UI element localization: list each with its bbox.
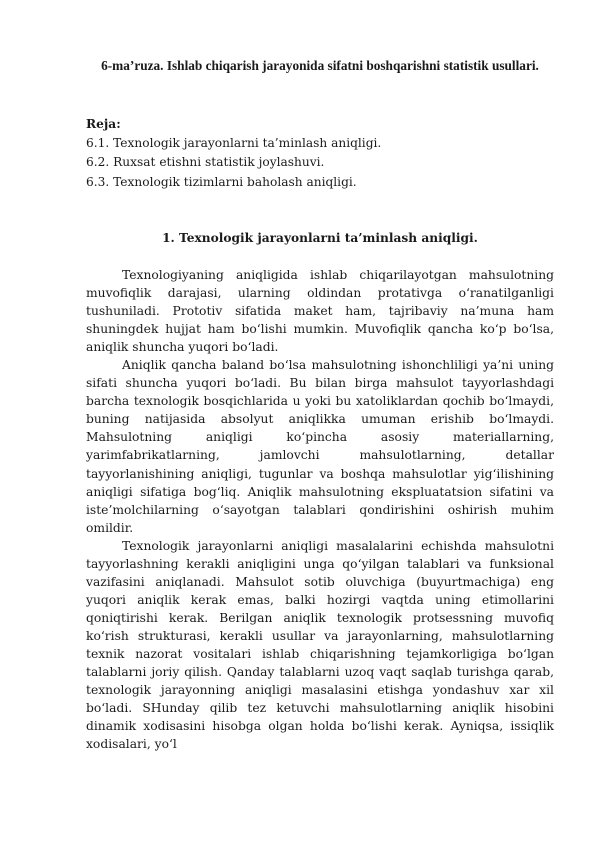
plan-item: 6.2. Ruxsat etishni statistik joylashuvi. <box>86 155 325 170</box>
section-heading: 1. Texnologik jarayonlarni ta’minlash aniqligi. <box>162 231 478 245</box>
plan-label: Reja: <box>86 117 121 131</box>
plan-item: 6.1. Texnologik jarayonlarni ta’minlash aniqligi. <box>86 136 382 151</box>
plan-item: 6.3. Texnologik tizimlarni baholash aniqligi. <box>86 174 357 189</box>
plan-list <box>86 134 554 192</box>
paragraph: Texnologik jarayonlarni aniqligi masalalarini echishda mahsulotni tayyorlashning kerakli aniqligini unga qo‘yilgan talablari va funksional vazifasini aniqlanadi. Mahsulot sotib oluvchiga (buyurtmachiga) eng yuqori aniqlik kerak emas, balki hozirgi vaqtda uning etimollarini qoniqtirishi kerak. Berilgan aniqlik texnologik protsessning muvofiq ko‘rish strukturasi, kerakli usullar va jarayonlarning, mahsulotlarning texnik nazorat vositalari ishlab chiqarishning tejamkorligiga bo‘lgan talablarni joriy qilish. Qanday talablarni uzoq vaqt saqlab turishga qarab, texnologik jarayonning aniqligi masalasini etishga yondashuv xar xil bo‘ladi. SHunday qilib tez ketuvchi mahsulotlarning aniqlik hisobini dinamik xodisasini hisobga olgan holda bo‘lishi kerak. Ayniqsa, issiqlik xodisalari, yo‘l <box>86 538 554 752</box>
body-text <box>86 266 554 753</box>
plan-section <box>86 115 554 192</box>
paragraph: Aniqlik qancha baland bo‘lsa mahsulotning ishonchliligi ya’ni uning sifati shuncha yuqori bo‘ladi. Bu bilan birga mahsulot tayyorlashdagi barcha texnologik bosqichlarida u yoki bu xatoliklardan qochib bo‘lmaydi, buning natijasida absolyut aniqlikka umuman erishib bo‘lmaydi. Mahsulotning aniqligi ko‘pincha asosiy materiallarning, yarimfabrikatlarning, jamlovchi mahsulotlarning, detallar tayyorlanishining aniqligi, tugunlar va boshqa mahsulotlar yig‘ilishining aniqligi sifatiga bog‘liq. Aniqlik mahsulotning ekspluatatsion sifatini va iste’molchilarning o‘sayotgan talablari qondirishini oshirish muhim omildir. <box>86 358 554 535</box>
lecture-title: 6-ma’ruza. Ishlab chiqarish jarayonida sifatni boshqarishni statistik usullari. <box>101 58 539 73</box>
paragraph: Texnologiyaning aniqligida ishlab chiqarilayotgan mahsulotning muvofiqlik darajasi, ularning oldindan protativga o‘ranatilganligi tushuniladi. Prototiv sifatida maket ham, tajribaviy na’muna ham shuningdek hujjat ham bo‘lishi mumkin. Muvofiqlik qancha ko‘p bo‘lsa, aniqlik shuncha yuqori bo‘ladi. <box>86 268 554 355</box>
